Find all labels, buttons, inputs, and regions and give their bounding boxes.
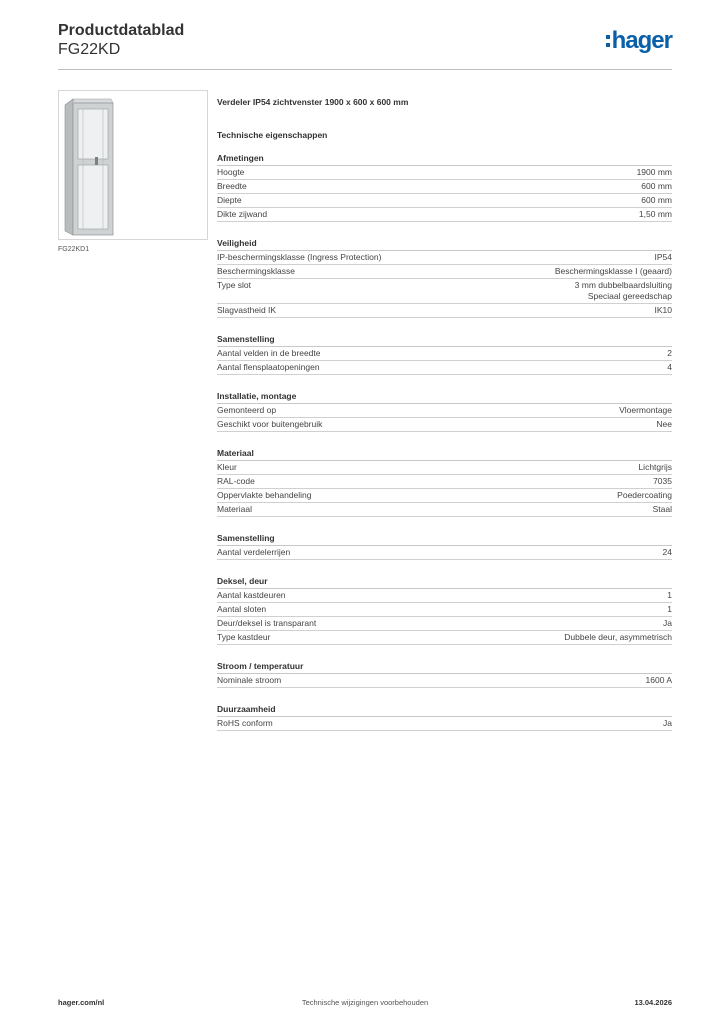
spec-label: Gemonteerd op (217, 405, 277, 415)
spec-value-line: 600 mm (641, 195, 672, 205)
spec-label: Diepte (217, 195, 242, 205)
spec-value (663, 618, 672, 629)
spec-value-line: IK10 (654, 305, 672, 315)
group-title: Samenstelling (217, 333, 672, 347)
spec-value-line: 600 mm (641, 181, 672, 191)
spec-value (667, 604, 672, 615)
spec-value-line: Ja (663, 718, 672, 728)
spec-value (667, 362, 672, 373)
spec-value (555, 266, 672, 277)
spec-value (619, 405, 672, 416)
spec-label: Aantal sloten (217, 604, 267, 614)
spec-row (217, 265, 672, 279)
spec-label: Type slot (217, 280, 252, 290)
spec-label: RAL-code (217, 476, 255, 486)
spec-value-line: 2 (667, 348, 672, 358)
image-caption: FG22KD1 (58, 246, 90, 253)
product-name: Verdeler IP54 zichtvenster 1900 x 600 x 600 mm (217, 97, 409, 107)
spec-row (217, 503, 672, 517)
spec-value-line: Nee (656, 419, 672, 429)
spec-label: Type kastdeur (217, 632, 271, 642)
group-title: Duurzaamheid (217, 703, 672, 717)
spec-label: IP-beschermingsklasse (Ingress Protection) (217, 252, 382, 262)
group-title: Veiligheid (217, 237, 672, 251)
spec-row (217, 461, 672, 475)
spec-label: Aantal kastdeuren (217, 590, 286, 600)
spec-value-line: 1 (667, 604, 672, 614)
cabinet-icon (59, 91, 207, 239)
footer-date: 13.04.2026 (634, 998, 672, 1007)
spec-value-line: Ja (663, 618, 672, 628)
spec-row (217, 194, 672, 208)
spec-value-line: 1 (667, 590, 672, 600)
spec-value (646, 675, 672, 686)
spec-label: Aantal velden in de breedte (217, 348, 321, 358)
spec-row (217, 208, 672, 222)
spec-value-line: 4 (667, 362, 672, 372)
spec-label: Beschermingsklasse (217, 266, 295, 276)
spec-value-line: Staal (652, 504, 672, 514)
spec-value (638, 462, 672, 473)
spec-value (667, 590, 672, 601)
product-image (58, 90, 208, 240)
spec-value-line: Lichtgrijs (638, 462, 672, 472)
spec-value (655, 252, 673, 263)
spec-value-line: Poedercoating (617, 490, 672, 500)
spec-value (655, 305, 673, 316)
logo-text: hager (611, 27, 672, 54)
spec-label: Aantal verdelerrijen (217, 547, 291, 557)
spec-value-line: 24 (662, 547, 672, 557)
spec-row (217, 617, 672, 631)
spec-label: Geschikt voor buitengebruik (217, 419, 323, 429)
spec-value (641, 195, 672, 206)
spec-label: Kleur (217, 462, 237, 472)
spec-value (637, 167, 672, 178)
page-header (58, 22, 672, 68)
logo-colon-mark (606, 33, 610, 49)
spec-value-line: Dubbele deur, asymmetrisch (564, 632, 672, 642)
group-title: Deksel, deur (217, 575, 672, 589)
product-code: FG22KD (58, 41, 121, 58)
group-title: Installatie, montage (217, 390, 672, 404)
spec-row (217, 404, 672, 418)
spec-row (217, 603, 672, 617)
spec-value-line: 1,50 mm (638, 209, 672, 219)
group-title: Materiaal (217, 447, 672, 461)
spec-value (663, 547, 672, 558)
spec-value-line: IP54 (654, 252, 672, 262)
footer-disclaimer: Technische wijzigingen voorbehouden (301, 998, 429, 1007)
spec-groups (217, 152, 672, 731)
group-title: Samenstelling (217, 532, 672, 546)
spec-label: RoHS conform (217, 718, 273, 728)
spec-value-line: Beschermingsklasse I (geaard) (554, 266, 672, 276)
spec-value-line: 1900 mm (636, 167, 672, 177)
spec-value-line: Speciaal gereedschap (587, 291, 672, 301)
hager-logo (606, 28, 672, 54)
group-title: Stroom / temperatuur (217, 660, 672, 674)
spec-row (217, 180, 672, 194)
spec-label: Deur/deksel is transparant (217, 618, 317, 628)
spec-value-line: 7035 (653, 476, 672, 486)
group-title: Afmetingen (217, 152, 672, 166)
spec-row (217, 489, 672, 503)
spec-row (217, 304, 672, 318)
spec-value (667, 348, 672, 359)
section-title: Technische eigenschappen (217, 130, 328, 140)
page-title: Productdatablad (58, 22, 185, 39)
spec-value (639, 209, 672, 220)
spec-label: Dikte zijwand (217, 209, 268, 219)
spec-row (217, 717, 672, 731)
spec-content (217, 96, 672, 731)
spec-row (217, 631, 672, 645)
spec-row (217, 674, 672, 688)
spec-value (564, 632, 672, 643)
spec-value (641, 181, 672, 192)
spec-value (653, 504, 672, 515)
spec-value (653, 476, 672, 487)
spec-value (617, 490, 672, 501)
spec-row (217, 361, 672, 375)
spec-row (217, 475, 672, 489)
spec-label: Materiaal (217, 504, 252, 514)
spec-label: Aantal flensplaatopeningen (217, 362, 320, 372)
spec-row (217, 546, 672, 560)
spec-value (663, 718, 672, 729)
spec-value (575, 280, 672, 302)
footer-website: hager.com/nl (58, 998, 105, 1007)
spec-label: Oppervlakte behandeling (217, 490, 312, 500)
spec-row (217, 251, 672, 265)
spec-label: Breedte (217, 181, 247, 191)
spec-label: Hoogte (217, 167, 245, 177)
page-footer (58, 998, 672, 1010)
spec-row (217, 347, 672, 361)
spec-row (217, 166, 672, 180)
spec-value-line: 3 mm dubbelbaardsluiting (574, 280, 672, 290)
header-divider (58, 69, 672, 70)
spec-value (656, 419, 672, 430)
spec-value-line: 1600 A (645, 675, 672, 685)
spec-label: Slagvastheid IK (217, 305, 277, 315)
spec-label: Nominale stroom (217, 675, 282, 685)
spec-row (217, 589, 672, 603)
spec-value-line: Vloermontage (619, 405, 672, 415)
spec-row (217, 279, 672, 304)
spec-row (217, 418, 672, 432)
